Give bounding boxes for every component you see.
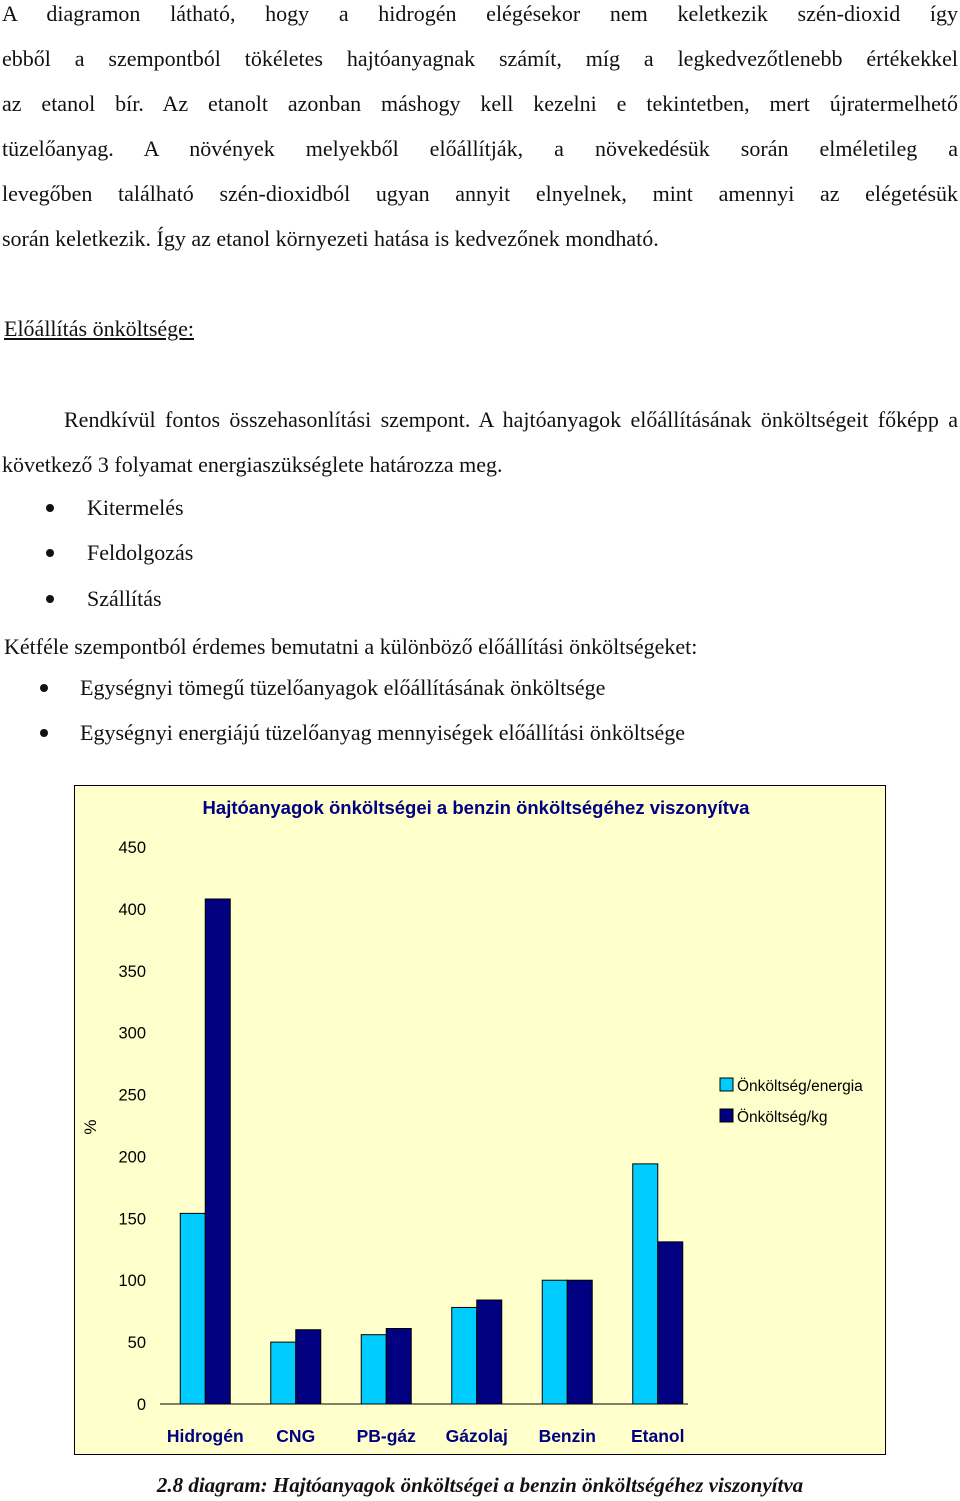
x-category-label: Gázolaj bbox=[445, 1426, 508, 1446]
x-category-label: Benzin bbox=[538, 1426, 596, 1446]
bar-energy bbox=[180, 1213, 205, 1404]
intro-line-4: tüzelőanyag. A növények melyekből előállítják, a növekedésük során elméletileg a bbox=[2, 136, 958, 161]
y-tick-label: 450 bbox=[118, 839, 146, 857]
bar-kg bbox=[477, 1300, 502, 1404]
y-tick-label: 300 bbox=[118, 1024, 146, 1043]
chart-title: Hajtóanyagok önköltségei a benzin önköltségéhez viszonyítva bbox=[202, 797, 750, 818]
intro-line-3: az etanol bír. Az etanolt azonban máshogy kell kezelni e tekintetben, mert újratermelhető bbox=[2, 91, 958, 116]
bullet-icon bbox=[46, 595, 54, 603]
y-tick-label: 0 bbox=[136, 1396, 146, 1414]
intro-line-2: ebből a szempontból tökéletes hajtóanyagnak számít, míg a legkedvezőtlenebb értékekkel bbox=[2, 46, 958, 71]
legend-label-energy: Önköltség/energia bbox=[737, 1078, 863, 1095]
bar-kg bbox=[205, 899, 230, 1404]
bar-energy bbox=[271, 1342, 296, 1404]
intro-line-6: során keletkezik. Így az etanol környezeti hatása is kedvezőnek mondható. bbox=[2, 226, 659, 251]
y-tick-label: 100 bbox=[118, 1272, 146, 1291]
bar-energy bbox=[633, 1164, 658, 1404]
legend-swatch-kg bbox=[720, 1109, 733, 1122]
bar-kg bbox=[386, 1328, 411, 1404]
bullet-icon bbox=[46, 504, 54, 512]
cost-chart bbox=[74, 785, 886, 1455]
bullet-icon bbox=[46, 549, 54, 557]
y-tick-label: 200 bbox=[118, 1148, 146, 1167]
bar-kg bbox=[658, 1242, 683, 1404]
chart-svg bbox=[74, 785, 886, 1455]
y-axis-label: % bbox=[81, 1119, 100, 1135]
bar-energy bbox=[542, 1280, 567, 1404]
x-category-label: PB-gáz bbox=[356, 1426, 416, 1446]
figure-caption: 2.8 diagram: Hajtóanyagok önköltségei a benzin önköltségéhez viszonyítva bbox=[156, 1473, 804, 1497]
x-category-label: CNG bbox=[276, 1426, 316, 1446]
legend-label-kg: Önköltség/kg bbox=[737, 1109, 828, 1126]
bar-energy bbox=[361, 1335, 386, 1404]
bullet-icon bbox=[40, 684, 48, 692]
bullet-icon bbox=[40, 729, 48, 737]
cost-paragraph: Rendkívül fontos összehasonlítási szempont. A hajtóanyagok előállításának önköltségeit főképp a következő 3 folyamat energiaszükséglete határozza meg. bbox=[2, 407, 958, 478]
bar-kg bbox=[567, 1280, 592, 1404]
section-heading: Előállítás önköltsége: bbox=[4, 316, 195, 341]
intro-line-1: A diagramon látható, hogy a hidrogén elégésekor nem keletkezik szén-dioxid így bbox=[2, 1, 958, 26]
y-tick-label: 250 bbox=[118, 1086, 146, 1105]
y-tick-label: 350 bbox=[118, 962, 146, 981]
legend-swatch-energy bbox=[720, 1078, 733, 1091]
y-tick-label: 50 bbox=[127, 1334, 146, 1353]
aspects-intro: Kétféle szempontból érdemes bemutatni a különböző előállítási önköltségeket: bbox=[4, 634, 698, 659]
intro-line-5: levegőben található szén-dioxidból ugyan annyit elnyelnek, mint amennyi az elégetésük bbox=[2, 181, 958, 206]
x-category-label: Etanol bbox=[631, 1426, 685, 1446]
x-category-label: Hidrogén bbox=[166, 1426, 244, 1446]
y-tick-label: 150 bbox=[118, 1210, 146, 1229]
y-tick-label: 400 bbox=[118, 900, 146, 919]
bar-kg bbox=[296, 1330, 321, 1404]
bar-energy bbox=[452, 1307, 477, 1404]
